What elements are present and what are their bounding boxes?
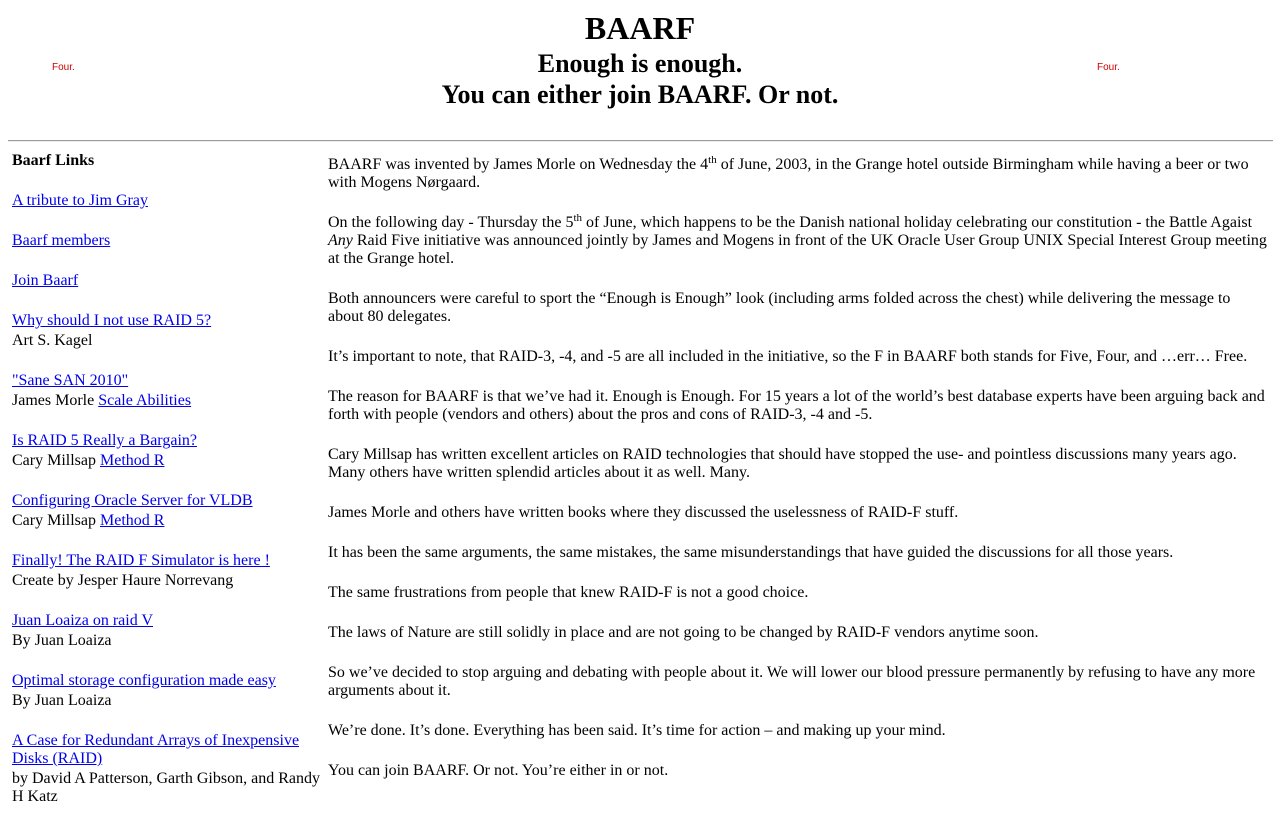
side-label-right: Four. xyxy=(1097,62,1120,73)
paragraph-3: Both announcers were careful to sport the “Enough is Enough” look (including arms folded across the chest) while delivering the message to about 80 delegates. xyxy=(328,290,1231,325)
byline-why-not-raid5: Art S. Kagel xyxy=(12,332,93,349)
paragraph-2-sup: th xyxy=(573,212,582,224)
paragraph-7: James Morle and others have written books where they discussed the uselessness of RAID-F stuff. xyxy=(328,504,959,521)
link-method-r-2[interactable]: Method R xyxy=(100,512,165,529)
link-tribute[interactable]: A tribute to Jim Gray xyxy=(12,192,148,209)
link-bargain[interactable]: Is RAID 5 Really a Bargain? xyxy=(12,432,197,449)
sidebar-heading: Baarf Links xyxy=(12,152,95,169)
byline-optimal: By Juan Loaiza xyxy=(12,692,112,709)
paragraph-8: It has been the same arguments, the same mistakes, the same misunderstandings that have guided the discussions for all those years. xyxy=(328,544,1174,561)
link-members[interactable]: Baarf members xyxy=(12,232,111,249)
page-header xyxy=(0,0,1280,140)
link-loaiza-raid[interactable]: Juan Loaiza on raid V xyxy=(12,612,153,629)
sidebar-item-vldb xyxy=(12,492,322,530)
page-subtitle-line2: You can either join BAARF. Or not. xyxy=(441,80,839,109)
sidebar-item-optimal xyxy=(12,672,322,710)
horizontal-rule xyxy=(8,140,1273,142)
link-optimal[interactable]: Optimal storage configuration made easy xyxy=(12,672,276,689)
paragraph-9: The same frustrations from people that knew RAID-F is not a good choice. xyxy=(328,584,809,601)
paragraph-2-text-c: Raid Five initiative was announced jointly by James and Mogens in front of the UK Oracle User Group UNIX Special Interest Group meeting at the Grange hotel. xyxy=(328,232,1267,267)
page-subtitle-line1: Enough is enough. xyxy=(537,49,743,78)
paragraph-11: So we’ve decided to stop arguing and debating with people about it. We will lower our blood pressure permanently by refusing to have any more arguments about it. xyxy=(328,664,1256,699)
byline-bargain-author: Cary Millsap xyxy=(12,452,96,469)
link-method-r-1[interactable]: Method R xyxy=(100,452,165,469)
paragraph-2-em: Any xyxy=(328,232,353,249)
paragraph-6: Cary Millsap has written excellent articles on RAID technologies that should have stopped the use- and pointless discussions many years ago. Many others have written splendid articles about it as well. Many. xyxy=(328,446,1237,481)
link-scale-abilities[interactable]: Scale Abilities xyxy=(98,392,192,409)
paragraph-10: The laws of Nature are still solidly in place and are not going to be changed by RAID-F vendors anytime soon. xyxy=(328,624,1039,641)
paragraph-12: We’re done. It’s done. Everything has been said. It’s time for action – and making up your mind. xyxy=(328,722,946,739)
link-sane-san[interactable]: "Sane SAN 2010" xyxy=(12,372,129,389)
page-title: BAARF xyxy=(584,10,696,46)
paragraph-1-text-b: of June, 2003, in the Grange hotel outside Birmingham while having a beer or two with Mogens Nørgaard. xyxy=(328,156,1249,191)
link-join[interactable]: Join Baarf xyxy=(12,272,79,289)
sidebar-item-loaiza-raid xyxy=(12,612,322,650)
paragraph-1-sup: th xyxy=(708,154,717,166)
paragraph-2 xyxy=(328,214,1268,268)
title-block xyxy=(0,8,1280,110)
main-content xyxy=(328,156,1268,802)
link-vldb[interactable]: Configuring Oracle Server for VLDB xyxy=(12,492,253,509)
byline-loaiza-raid: By Juan Loaiza xyxy=(12,632,112,649)
byline-sane-san xyxy=(12,392,322,410)
byline-vldb xyxy=(12,512,322,530)
sidebar-item-join xyxy=(12,272,322,290)
byline-simulator: Create by Jesper Haure Norrevang xyxy=(12,572,234,589)
paragraph-2-text-b: of June, which happens to be the Danish national holiday celebrating our constitution - the Battle Agaist xyxy=(582,214,1253,231)
byline-bargain xyxy=(12,452,322,470)
byline-vldb-author: Cary Millsap xyxy=(12,512,96,529)
sidebar-item-tribute xyxy=(12,192,322,210)
sidebar-item-why-not-raid5 xyxy=(12,312,322,350)
paragraph-13: You can join BAARF. Or not. You’re either in or not. xyxy=(328,762,669,779)
sidebar-item-members xyxy=(12,232,322,250)
link-simulator[interactable]: Finally! The RAID F Simulator is here ! xyxy=(12,552,270,569)
paragraph-1-text-a: BAARF was invented by James Morle on Wednesday the 4 xyxy=(328,156,709,173)
link-why-not-raid5[interactable]: Why should I not use RAID 5? xyxy=(12,312,212,329)
sidebar-links xyxy=(12,152,322,828)
paragraph-2-text-a: On the following day - Thursday the 5 xyxy=(328,214,574,231)
paragraph-5: The reason for BAARF is that we’ve had it. Enough is Enough. For 15 years a lot of the world’s best database experts have been arguing back and forth with people (vendors and others) about the pros and cons of RAID-3, -4 and -5. xyxy=(328,388,1265,423)
link-case-raid[interactable]: A Case for Redundant Arrays of Inexpensive Disks (RAID) xyxy=(12,732,300,767)
sidebar-item-case-raid xyxy=(12,732,322,806)
sidebar-item-sane-san xyxy=(12,372,322,410)
paragraph-1 xyxy=(328,156,1268,192)
sidebar-item-bargain xyxy=(12,432,322,470)
paragraph-4: It’s important to note, that RAID-3, -4, and -5 are all included in the initiative, so the F in BAARF both stands for Five, Four, and …err… Free. xyxy=(328,348,1248,365)
byline-sane-san-author: James Morle xyxy=(12,392,95,409)
byline-case-raid: by David A Patterson, Garth Gibson, and Randy H Katz xyxy=(12,770,320,805)
side-label-left: Four. xyxy=(52,62,75,73)
sidebar-item-simulator xyxy=(12,552,322,590)
